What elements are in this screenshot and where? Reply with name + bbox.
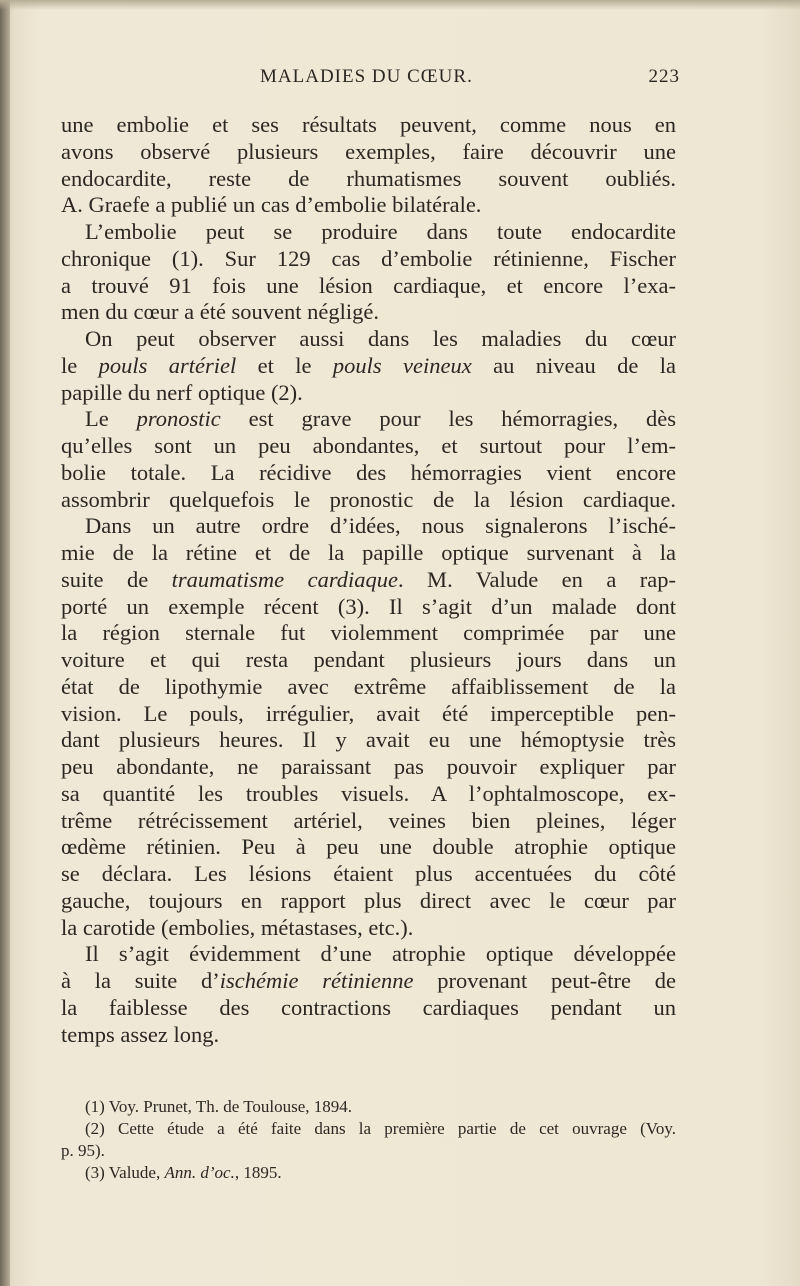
text-run: , 1895. bbox=[234, 1163, 282, 1182]
text-run: sa quantité les troubles visuels. A l’ophtalmoscope, ex- bbox=[61, 780, 676, 806]
text-run: voiture et qui resta pendant plusieurs jours dans un bbox=[61, 647, 676, 672]
text-line bbox=[61, 781, 676, 808]
text-run: (3) Valude, bbox=[85, 1163, 165, 1182]
text-line bbox=[61, 380, 676, 407]
text-run: au niveau de la bbox=[471, 352, 676, 378]
text-run: a trouvé 91 fois une lésion cardiaque, et encore l’exa- bbox=[61, 272, 676, 298]
text-run: vision. Le pouls, irrégulier, avait été imperceptible pen- bbox=[61, 700, 676, 726]
text-run: une embolie et ses résultats peuvent, comme nous en bbox=[61, 112, 676, 137]
text-run: bolie totale. La récidive des hémorragies vient encore bbox=[61, 459, 676, 485]
text-line bbox=[61, 701, 676, 728]
text-run: chronique (1). Sur 129 cas d’embolie rétinienne, Fischer bbox=[61, 245, 676, 271]
italic-text: Ann. d’oc. bbox=[164, 1163, 235, 1182]
italic-text: pouls artériel bbox=[98, 352, 237, 378]
text-run: provenant peut-être de bbox=[413, 968, 676, 993]
text-run: papille du nerf optique (2). bbox=[61, 379, 303, 405]
text-run: dant plusieurs heures. Il y avait eu une hémoptysie très bbox=[61, 727, 676, 753]
text-run: On peut observer aussi dans les maladies du cœur bbox=[85, 326, 676, 351]
page-number: 223 bbox=[648, 66, 680, 87]
text-line bbox=[61, 513, 676, 540]
text-run: est grave pour les hémorragies, dès bbox=[220, 406, 676, 432]
text-line bbox=[61, 353, 676, 380]
text-run: à la suite d’ bbox=[61, 968, 220, 993]
text-run: p. 95). bbox=[61, 1141, 105, 1160]
italic-text: pronostic bbox=[136, 406, 221, 432]
text-run: peu abondante, ne paraissant pas pouvoir expliquer par bbox=[61, 754, 676, 779]
text-line bbox=[61, 941, 676, 968]
text-line bbox=[61, 808, 676, 835]
text-line bbox=[61, 861, 676, 888]
italic-text: pouls veineux bbox=[332, 352, 472, 378]
running-title: MALADIES DU CŒUR. bbox=[260, 66, 473, 87]
text-run: Le bbox=[85, 406, 137, 432]
text-line bbox=[61, 166, 676, 193]
text-run: avons observé plusieurs exemples, faire découvrir une bbox=[61, 138, 676, 164]
text-line bbox=[61, 754, 676, 781]
text-run: (1) Voy. Prunet, Th. de Toulouse, 1894. bbox=[85, 1097, 353, 1116]
text-run: mie de la rétine et de la papille optique survenant à la bbox=[61, 540, 676, 565]
text-run: Il s’agit évidemment d’une atrophie optique développée bbox=[85, 941, 676, 967]
text-line bbox=[61, 594, 676, 621]
text-line bbox=[61, 540, 676, 567]
text-run: porté un exemple récent (3). Il s’agit d’un malade dont bbox=[61, 593, 676, 619]
text-line bbox=[61, 487, 676, 514]
text-line bbox=[61, 674, 676, 701]
text-line bbox=[61, 326, 676, 353]
text-line bbox=[61, 112, 676, 139]
text-run: temps assez long. bbox=[61, 1021, 220, 1047]
text-run: le bbox=[61, 352, 99, 378]
page-top-edge bbox=[0, 0, 800, 10]
text-line bbox=[61, 567, 676, 594]
text-run: se déclara. Les lésions étaient plus accentuées du côté bbox=[61, 861, 676, 886]
text-line bbox=[61, 139, 676, 166]
italic-text: ischémie rétinienne bbox=[219, 968, 414, 993]
text-line bbox=[61, 246, 676, 273]
text-run: (2) Cette étude a été faite dans la première partie de cet ouvrage (Voy. bbox=[85, 1119, 676, 1138]
text-run: la faiblesse des contractions cardiaques pendant un bbox=[61, 994, 676, 1020]
text-run: œdème rétinien. Peu à peu une double atrophie optique bbox=[61, 834, 676, 860]
text-line bbox=[61, 727, 676, 754]
text-line bbox=[61, 968, 676, 995]
text-line bbox=[61, 620, 676, 647]
running-header bbox=[260, 66, 680, 90]
text-run: trême rétrécissement artériel, veines bien pleines, léger bbox=[61, 807, 676, 833]
text-run: men du cœur a été souvent négligé. bbox=[61, 299, 380, 325]
footnotes bbox=[61, 1096, 676, 1184]
footnote-line bbox=[61, 1096, 676, 1118]
italic-text: traumatisme cardiaque bbox=[171, 566, 398, 592]
text-line bbox=[61, 219, 676, 246]
text-run: la région sternale fut violemment comprimée par une bbox=[61, 620, 676, 646]
text-run: suite de bbox=[61, 566, 172, 592]
text-line bbox=[61, 647, 676, 674]
text-run: gauche, toujours en rapport plus direct avec le cœur par bbox=[61, 887, 676, 913]
footnote-line bbox=[61, 1140, 676, 1162]
text-line bbox=[61, 192, 676, 219]
text-line bbox=[61, 433, 676, 460]
text-line bbox=[61, 460, 676, 487]
text-line bbox=[61, 406, 676, 433]
text-run: A. Graefe a publié un cas d’embolie bilatérale. bbox=[61, 192, 482, 218]
text-run: L’embolie peut se produire dans toute endocardite bbox=[85, 219, 676, 244]
text-run: état de lipothymie avec extrême affaiblissement de la bbox=[61, 673, 676, 699]
text-run: et le bbox=[236, 352, 333, 378]
text-run: . M. Valude en a rap- bbox=[397, 566, 676, 592]
text-run: Dans un autre ordre d’idées, nous signalerons l’isché- bbox=[85, 513, 676, 539]
text-run: endocardite, reste de rhumatismes souvent oubliés. bbox=[61, 165, 676, 191]
book-spine-shadow bbox=[0, 0, 10, 1286]
body-text bbox=[61, 112, 676, 1048]
text-line bbox=[61, 273, 676, 300]
text-line bbox=[61, 888, 676, 915]
text-line bbox=[61, 995, 676, 1022]
text-line bbox=[61, 1022, 676, 1049]
text-line bbox=[61, 299, 676, 326]
text-run: la carotide (embolies, métastases, etc.). bbox=[61, 914, 414, 940]
text-line bbox=[61, 915, 676, 942]
text-run: assombrir quelquefois le pronostic de la lésion cardiaque. bbox=[61, 486, 676, 512]
text-line bbox=[61, 834, 676, 861]
footnote-line bbox=[61, 1162, 676, 1184]
footnote-line bbox=[61, 1118, 676, 1140]
text-run: qu’elles sont un peu abondantes, et surtout pour l’em- bbox=[61, 433, 676, 458]
